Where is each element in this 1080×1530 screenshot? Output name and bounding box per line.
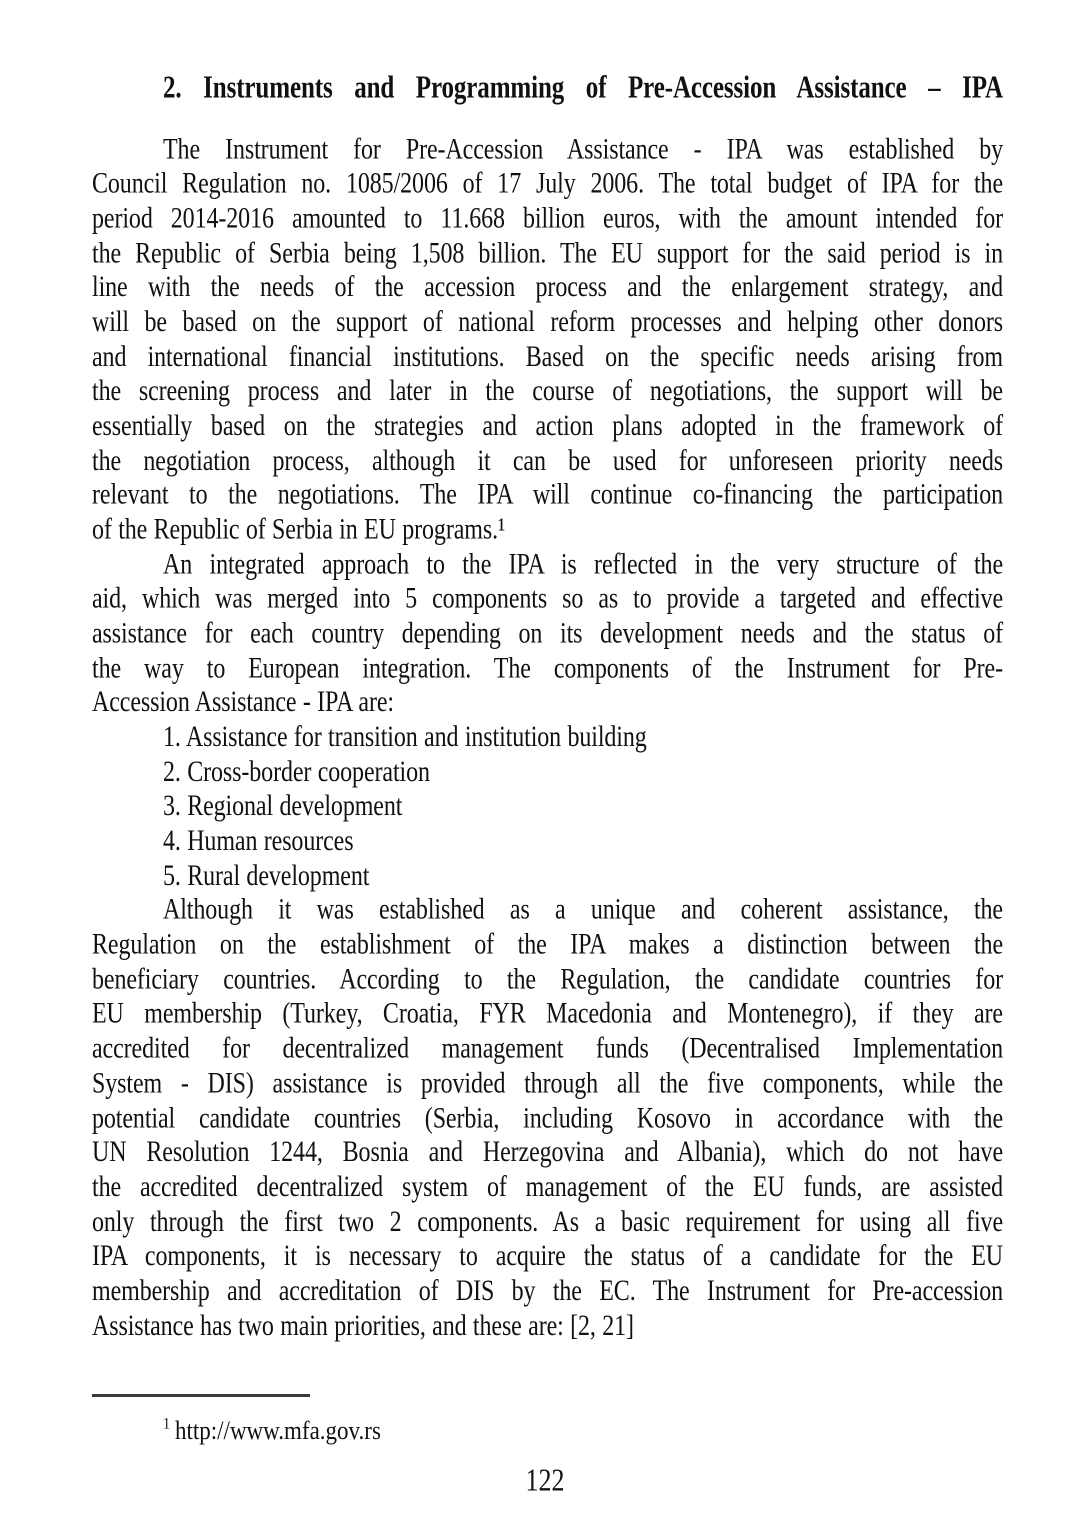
footnote-url: http://www.mfa.gov.rs bbox=[175, 1416, 381, 1445]
text-line: the negotiation process, although it can be used for unforeseen priority needs bbox=[92, 444, 1003, 477]
footnote-separator bbox=[92, 1394, 310, 1397]
text-line: the accredited decentralized system of management of the EU funds, are assisted bbox=[92, 1170, 1003, 1204]
list-item: 3. Regional development bbox=[163, 790, 403, 823]
list-item: 2. Cross-border cooperation bbox=[163, 755, 430, 789]
text-line: relevant to the negotiations. The IPA will continue co-financing the participation bbox=[92, 479, 1003, 512]
text-line: System - DIS) assistance is provided through all the five components, while the bbox=[92, 1067, 1003, 1100]
text-line: Regulation on the establishment of the IPA makes a distinction between the bbox=[92, 928, 1003, 962]
text-line: will be based on the support of national reform processes and helping other donors bbox=[92, 306, 1003, 339]
text-line: of the Republic of Serbia in EU programs.¹ bbox=[92, 513, 506, 547]
text-line: assistance for each country depending on its development needs and the status of bbox=[92, 617, 1003, 650]
text-line: The Instrument for Pre-Accession Assistance - IPA was established by bbox=[163, 133, 1003, 166]
text-line: the way to European integration. The components of the Instrument for Pre- bbox=[92, 651, 1003, 685]
text-line: EU membership (Turkey, Croatia, FYR Macedonia and Montenegro), if they are bbox=[92, 997, 1003, 1031]
text-line: Although it was established as a unique and coherent assistance, the bbox=[163, 894, 1003, 927]
text-line: An integrated approach to the IPA is reflected in the very structure of the bbox=[163, 548, 1003, 581]
body-text bbox=[92, 133, 1003, 1344]
text-line: and international financial institutions. Based on the specific needs arising from bbox=[92, 340, 1003, 374]
text-line: the screening process and later in the course of negotiations, the support will be bbox=[92, 375, 1003, 408]
page-number: 122 bbox=[525, 1463, 565, 1498]
text-line: Council Regulation no. 1085/2006 of 17 July 2006. The total budget of IPA for the bbox=[92, 167, 1003, 201]
text-line: beneficiary countries. According to the Regulation, the candidate countries for bbox=[92, 963, 1003, 996]
text-line: aid, which was merged into 5 components so as to provide a targeted and effective bbox=[92, 582, 1003, 616]
text-line: line with the needs of the accession process and the enlargement strategy, and bbox=[92, 271, 1003, 304]
footnote bbox=[163, 1408, 381, 1448]
text-line: UN Resolution 1244, Bosnia and Herzegovina and Albania), which do not have bbox=[92, 1136, 1003, 1169]
text-line: Accession Assistance - IPA are: bbox=[92, 686, 394, 720]
text-line: membership and accreditation of DIS by the EC. The Instrument for Pre-accession bbox=[92, 1274, 1003, 1308]
footnote-marker: 1 bbox=[163, 1416, 170, 1434]
text-line: the Republic of Serbia being 1,508 billion. The EU support for the said period is in bbox=[92, 236, 1003, 270]
text-line: IPA components, it is necessary to acquire the status of a candidate for the EU bbox=[92, 1239, 1003, 1273]
text-line: period 2014-2016 amounted to 11.668 billion euros, with the amount intended for bbox=[92, 202, 1003, 235]
text-line: accredited for decentralized management funds (Decentralised Implementation bbox=[92, 1032, 1003, 1065]
text-line: only through the first two 2 components. As a basic requirement for using all five bbox=[92, 1205, 1003, 1238]
list-item: 1. Assistance for transition and institution building bbox=[163, 721, 647, 754]
text-line: potential candidate countries (Serbia, including Kosovo in accordance with the bbox=[92, 1101, 1003, 1135]
section-heading: 2. Instruments and Programming of Pre-Accession Assistance – IPA bbox=[163, 71, 1003, 105]
text-line: essentially based on the strategies and action plans adopted in the framework of bbox=[92, 409, 1003, 443]
list-item: 4. Human resources bbox=[163, 824, 354, 858]
heading-gap bbox=[92, 106, 1003, 134]
text-column bbox=[92, 71, 1003, 1344]
text-line: Assistance has two main priorities, and these are: [2, 21] bbox=[92, 1309, 634, 1342]
list-item: 5. Rural development bbox=[163, 859, 370, 892]
